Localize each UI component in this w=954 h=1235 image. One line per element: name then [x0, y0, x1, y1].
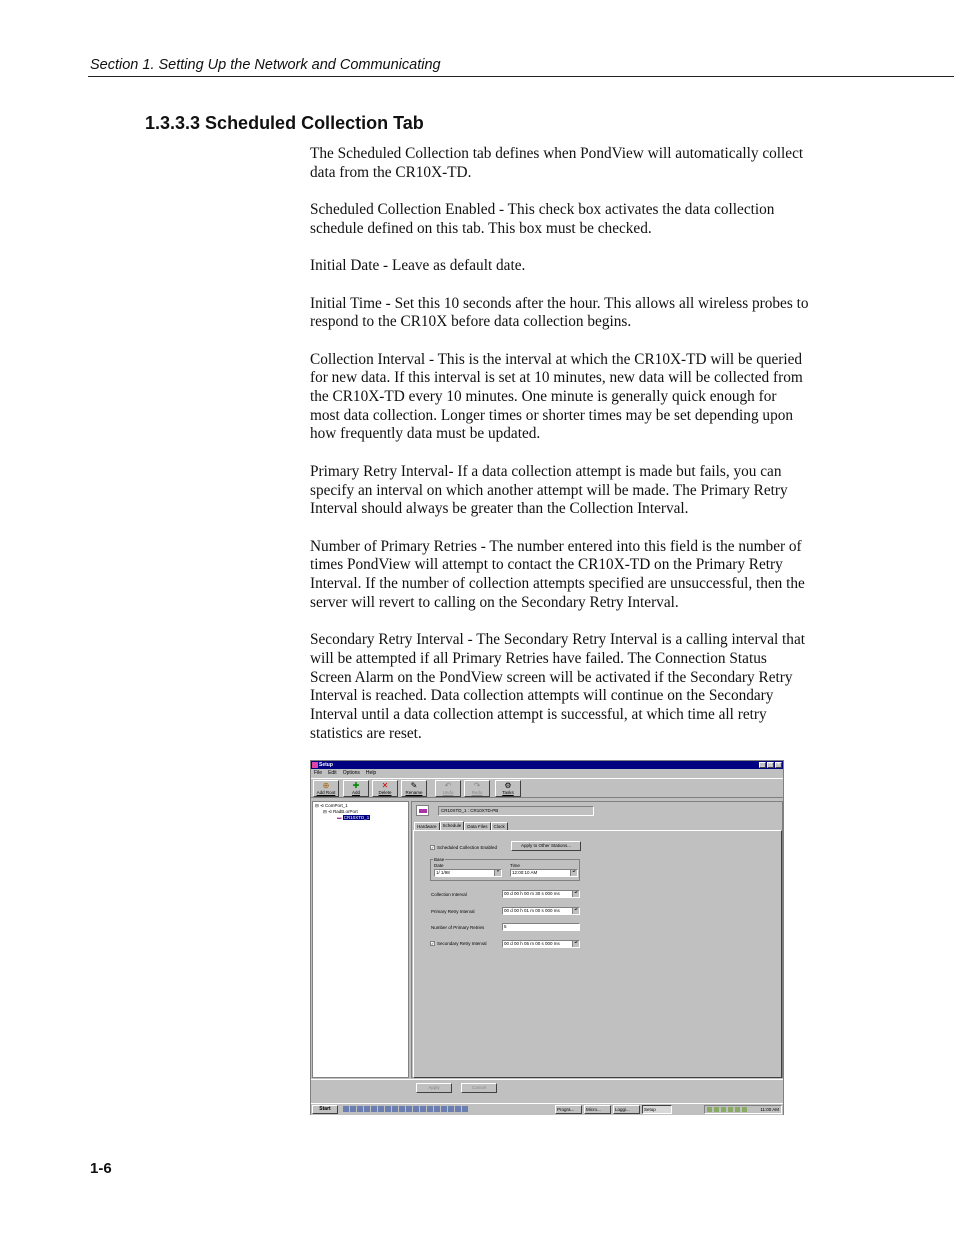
toolbar [311, 778, 783, 798]
clock: 11:00 AM [760, 1107, 779, 1112]
spinner-icon[interactable]: ▴▾ [572, 941, 579, 947]
tab-schedule[interactable]: Schedule [440, 821, 465, 830]
tab-strip [414, 822, 508, 830]
datalogger-icon [416, 805, 429, 816]
tasks-icon: ⚙ [504, 781, 512, 790]
quick-launch-icon[interactable] [427, 1106, 433, 1112]
network-tree [312, 801, 409, 1078]
title-bar [311, 761, 783, 769]
menu-file[interactable]: File [314, 770, 323, 776]
quick-launch-icon[interactable] [455, 1106, 461, 1112]
button-bar [311, 1079, 783, 1103]
taskbar [311, 1103, 783, 1115]
base-label: Base [434, 857, 445, 862]
app-icon [312, 762, 318, 768]
initial-time-field[interactable]: 12:00:10 AM ▴▾ [510, 869, 578, 877]
delete-button[interactable]: ✕ Delete [372, 780, 398, 797]
number-of-primary-retries-field[interactable]: 5 [502, 923, 580, 931]
menu-bar [311, 769, 783, 777]
primary-retry-interval-field[interactable]: 00 d 00 h 01 m 00 s 000 ms ▴▾ [502, 907, 580, 915]
device-name-field: CR10XTD_1 : CR10XTD-PB [438, 806, 594, 816]
tray-icon[interactable] [714, 1107, 719, 1112]
redo-button[interactable]: ↷ Redo [464, 780, 490, 797]
secondary-retry-interval-checkbox[interactable]: ✓ Secondary Retry Interval [431, 941, 487, 947]
quick-launch-icon[interactable] [392, 1106, 398, 1112]
undo-icon: ↶ [444, 781, 452, 790]
quick-launch-icon[interactable] [462, 1106, 468, 1112]
tray-icon[interactable] [742, 1107, 747, 1112]
date-label: Date [434, 863, 444, 868]
close-button[interactable]: × [775, 762, 782, 768]
quick-launch [343, 1106, 468, 1112]
tray-icon[interactable] [721, 1107, 726, 1112]
paragraph: Secondary Retry Interval - The Secondary Retry Interval is a calling interval that will be attempted if all Primary Retries have failed. The Connection Status Screen Alarm on the PondView screen will be activated if the Secondary Retry Interval is reached. Data collection attempts will continue on the Secondary Interval until a data collection attempt is successful, at which time all retry statistics are reset. [310, 631, 805, 742]
page-number: 1-6 [90, 1160, 112, 1177]
quick-launch-icon[interactable] [448, 1106, 454, 1112]
quick-launch-icon[interactable] [441, 1106, 447, 1112]
setup-window-screenshot [310, 760, 784, 1115]
body-text [310, 145, 810, 762]
tray-icon[interactable] [728, 1107, 733, 1112]
quick-launch-icon[interactable] [413, 1106, 419, 1112]
paragraph: Collection Interval - This is the interval at which the CR10X-TD will be queried for new data. If this interval is set at 10 minutes, new data will be collected from the CR10X-TD every 10 minutes. One minute is generally quick enough for most data collection. Longer times or shorter times may be set depending upon how frequently data must be updated. [310, 350, 803, 443]
paragraph: Number of Primary Retries - The number entered into this field is the number of times PondView will attempt to contact the CR10X-TD on the Primary Retry Interval. If the number of collection attempts specified are unsuccessful, then the server will revert to calling on the Secondary Retry Interval. [310, 537, 805, 611]
schedule-tab-content [413, 830, 782, 1078]
tasks-button[interactable]: ⚙ Tasks [495, 780, 521, 797]
quick-launch-icon[interactable] [420, 1106, 426, 1112]
tray-icon[interactable] [707, 1107, 712, 1112]
tree-item-comport[interactable]: ⊟ ⊲ ComPort_1 [315, 803, 348, 808]
system-tray [704, 1105, 782, 1114]
redo-icon: ↷ [473, 781, 481, 790]
secondary-retry-interval-field[interactable]: 00 d 00 h 05 m 00 s 000 ms ▴▾ [502, 940, 580, 948]
collection-interval-label: Collection Interval [431, 892, 467, 897]
quick-launch-icon[interactable] [350, 1106, 356, 1112]
settings-panel [411, 801, 783, 1078]
apply-button[interactable]: Apply [416, 1083, 452, 1093]
tab-hardware[interactable]: Hardware [414, 822, 440, 830]
quick-launch-icon[interactable] [364, 1106, 370, 1112]
time-label: Time [510, 863, 520, 868]
scheduled-collection-enabled-checkbox[interactable]: ✓ Scheduled Collection Enabled [431, 845, 498, 851]
quick-launch-icon[interactable] [378, 1106, 384, 1112]
checkmark-icon: ✓ [431, 941, 435, 947]
datalogger-icon: ▬ [337, 815, 342, 820]
number-of-primary-retries-label: Number of Primary Retries [431, 925, 485, 930]
start-button[interactable]: Start [312, 1105, 338, 1114]
tab-clock[interactable]: Clock [491, 822, 508, 830]
rename-icon: ✎ [410, 781, 418, 790]
spinner-icon[interactable]: ▴▾ [572, 908, 579, 914]
add-root-button[interactable]: ⊕ Add Root [313, 780, 339, 797]
cancel-button[interactable]: Cancel [461, 1083, 497, 1093]
window-title: Setup [319, 762, 333, 768]
undo-button[interactable]: ↶ Undo [435, 780, 461, 797]
primary-retry-interval-label: Primary Retry Interval [431, 909, 475, 914]
initial-date-field[interactable]: 1/ 1/98 ▼ [434, 869, 502, 877]
paragraph: Initial Date - Leave as default date. [310, 257, 526, 275]
collection-interval-field[interactable]: 00 d 00 h 00 m 30 s 000 ms ▴▾ [502, 890, 580, 898]
checkmark-icon: ✓ [431, 845, 435, 851]
delete-icon: ✕ [381, 781, 389, 790]
tray-icon[interactable] [735, 1107, 740, 1112]
menu-help[interactable]: Help [365, 770, 377, 776]
section-header: Section 1. Setting Up the Network and Communicating [90, 57, 441, 73]
paragraph: Initial Time - Set this 10 seconds after the hour. This allows all wireless probes to respond to the CR10X before data collection begins. [310, 294, 809, 331]
quick-launch-icon[interactable] [385, 1106, 391, 1112]
paragraph: Primary Retry Interval- If a data collection attempt is made but fails, you can specify an interval on which another attempt will be made. The Primary Retry Interval should always be greater than the Collection Interval. [310, 462, 788, 518]
quick-launch-icon[interactable] [343, 1106, 349, 1112]
quick-launch-icon[interactable] [399, 1106, 405, 1112]
spinner-icon[interactable]: ▴▾ [570, 870, 577, 876]
taskbar-button-active[interactable]: Setup [642, 1105, 672, 1114]
apply-to-other-stations-button[interactable]: Apply to Other Stations... [511, 841, 581, 851]
header-rule [88, 76, 954, 77]
maximize-button[interactable]: □ [768, 762, 773, 768]
paragraph: Scheduled Collection Enabled - This check box activates the data collection schedule defined on this tab. This box must be checked. [310, 201, 775, 237]
section-heading: 1.3.3.3 Scheduled Collection Tab [145, 113, 424, 133]
menu-edit[interactable]: Edit [328, 770, 337, 776]
minimize-button[interactable]: _ [759, 762, 766, 768]
dropdown-arrow-icon[interactable]: ▼ [494, 870, 501, 876]
add-icon: ✚ [352, 781, 360, 790]
spinner-icon[interactable]: ▴▾ [572, 891, 579, 897]
quick-launch-icon[interactable] [434, 1106, 440, 1112]
tree-item-radioport[interactable]: ⊟ ⊲ RadB.orPort [323, 809, 358, 814]
rename-button[interactable]: ✎ Rename [401, 780, 427, 797]
menu-options[interactable]: Options [342, 770, 360, 776]
tab-data-files[interactable]: Data Files [464, 822, 490, 830]
quick-launch-icon[interactable] [357, 1106, 363, 1112]
quick-launch-icon[interactable] [371, 1106, 377, 1112]
tree-item-datalogger[interactable]: ▬ CR10XTD_1 [337, 815, 370, 820]
add-button[interactable]: ✚ Add [343, 780, 369, 797]
taskbar-button[interactable]: Loggi... [613, 1105, 640, 1114]
paragraph: The Scheduled Collection tab defines when PondView will automatically collect data from the CR10X-TD. [310, 145, 804, 181]
taskbar-button[interactable]: Progra... [555, 1105, 582, 1114]
add-root-icon: ⊕ [322, 781, 330, 790]
taskbar-button[interactable]: Micro... [584, 1105, 611, 1114]
quick-launch-icon[interactable] [406, 1106, 412, 1112]
